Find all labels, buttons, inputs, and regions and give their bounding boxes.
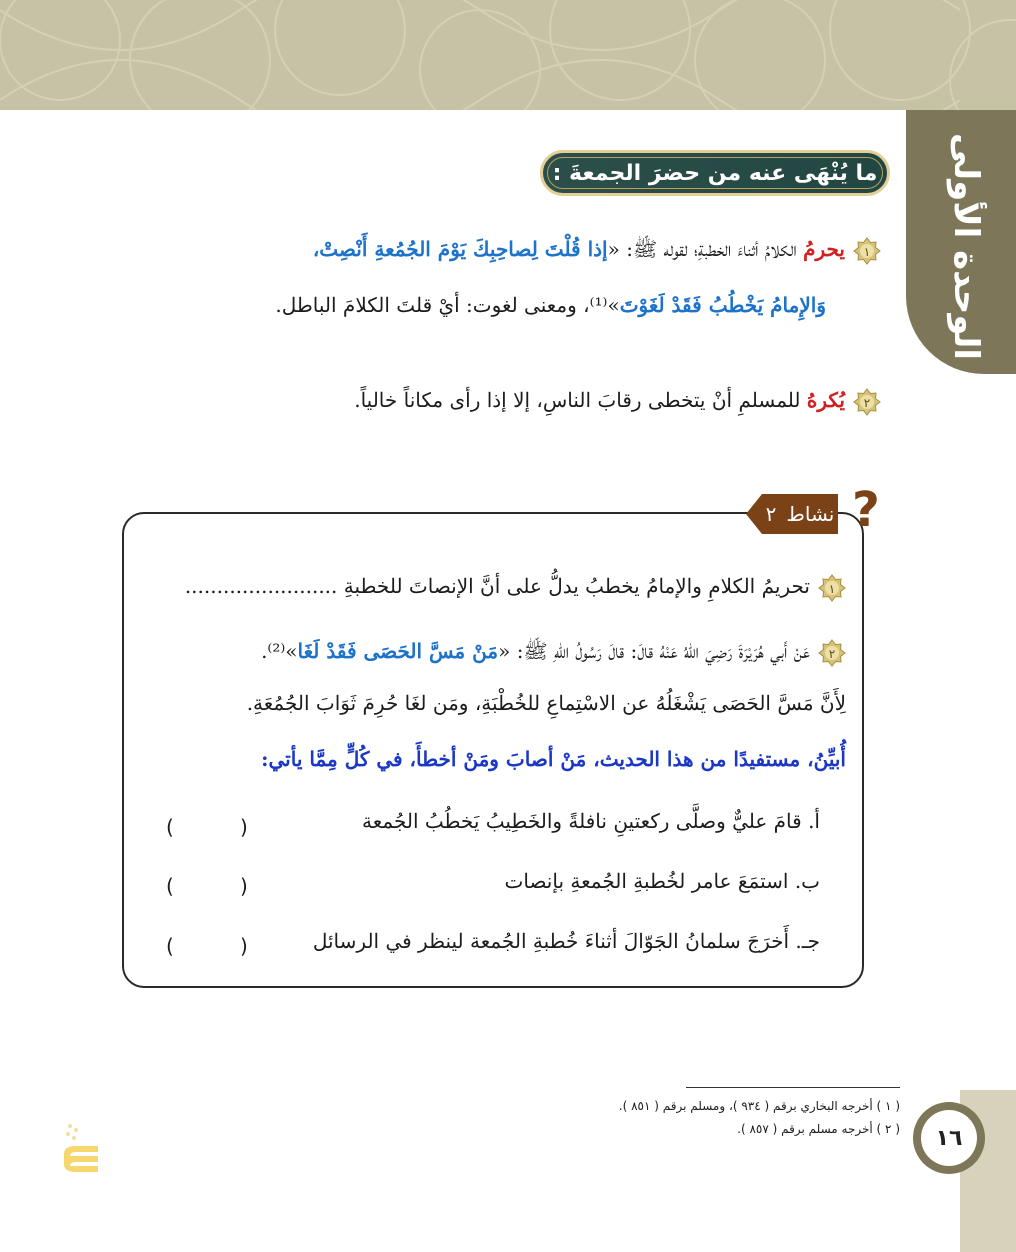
activity-item-2 bbox=[261, 638, 846, 667]
tag-arrow bbox=[746, 494, 762, 534]
activity-item-2-text: عَنْ أَبي هُرَيْرَةَ رَضِيَ اللهُ عَنْهُ قالَ: قالَ رَسُولُ اللهِ ﷺ: « bbox=[498, 639, 810, 663]
option-c-text: أَخرَجَ سلمانُ الجَوّالَ أثناءَ خُطبةِ الجُمعة لينظر في الرسائل bbox=[312, 929, 790, 953]
option-c-answer-close[interactable]: ) bbox=[166, 934, 174, 958]
activity-item-1-text: تحريمُ الكلامِ والإمامُ يخطبُ يدلُّ على أنَّ الإنصاتَ للخطبةِ ........................ bbox=[184, 574, 810, 598]
footnote-2: ( ٢ ) أخرجه مسلم برقم ( ٨٥٧ ). bbox=[737, 1122, 900, 1136]
activity-explanation: لِأَنَّ مَسَّ الحَصَى يَشْغَلُهُ عن الاسْتِماعِ للخُطْبَةِ، ومَن لغَا حُرِمَ ثَوَابَ الجُمُعَةِ. bbox=[246, 691, 846, 715]
rule-1-line-1 bbox=[313, 236, 881, 265]
rule-1-line-2 bbox=[275, 292, 826, 318]
header-pattern-band bbox=[0, 0, 1016, 110]
activity-tag bbox=[762, 494, 838, 534]
section-title: ما يُنْهَى عنه من حضرَ الجمعةَ : bbox=[552, 160, 878, 186]
activity-instruction: أُبيِّنُ، مستفيدًا من هذا الحديث، مَنْ أصابَ ومَنْ أخطأَ، في كُلٍّ مِمَّا يأتي: bbox=[261, 747, 846, 771]
geometric-pattern bbox=[0, 0, 1016, 110]
star-number-badge-icon bbox=[853, 237, 881, 265]
option-b-answer-open: ( bbox=[240, 874, 248, 898]
question-mark-icon: ? bbox=[852, 482, 880, 538]
option-b-answer-close[interactable]: ) bbox=[166, 874, 174, 898]
option-c bbox=[313, 928, 820, 954]
option-a-answer-close[interactable]: ) bbox=[166, 815, 174, 839]
svg-text:٢: ٢ bbox=[863, 395, 871, 410]
rule-1-keyword: يحرمُ bbox=[803, 237, 845, 261]
rule-1-text: الكلامُ أثناءَ الخطبةِ؛ لقوله ﷺ: « bbox=[607, 237, 804, 261]
option-a-text: قامَ عليٌّ وصلَّى ركعتينِ نافلةً والخَطِيبُ يَخطُبُ الجُمعة bbox=[362, 809, 802, 833]
svg-text:١: ١ bbox=[828, 581, 836, 596]
page-number: ١٦ bbox=[921, 1110, 977, 1166]
option-b bbox=[505, 868, 820, 894]
star-number-badge-icon bbox=[818, 639, 846, 667]
footnote-divider bbox=[686, 1087, 900, 1088]
rule-2-text: للمسلمِ أنْ يتخطى رقابَ الناسِ، إلا إذا رأى مكاناً خالياً. bbox=[354, 388, 807, 412]
activity-item-2-end: »⁽²⁾. bbox=[261, 639, 298, 663]
page-number-badge bbox=[913, 1102, 985, 1174]
star-number-badge-icon bbox=[818, 574, 846, 602]
option-a bbox=[362, 808, 820, 834]
footnote-1: ( ١ ) أخرجه البخاري برقم ( ٩٣٤ )، ومسلم برقم ( ٨٥١ ). bbox=[618, 1099, 900, 1113]
unit-title: الوحدة الأولى bbox=[946, 132, 986, 360]
activity-label-tag bbox=[748, 494, 858, 534]
rule-2-keyword: يُكرهُ bbox=[806, 388, 845, 412]
rule-1-quote-part-2: وَالإِمامُ يَخْطُبُ فَقَدْ لَغَوْتَ bbox=[619, 293, 826, 317]
svg-text:١: ١ bbox=[863, 244, 871, 259]
star-number-badge-icon bbox=[853, 388, 881, 416]
option-a-answer-open: ( bbox=[240, 815, 248, 839]
activity-hadith-quote: مَنْ مَسَّ الحَصَى فَقَدْ لَغَا bbox=[297, 639, 499, 663]
activity-item-1 bbox=[185, 573, 846, 602]
publisher-logo-icon bbox=[58, 1120, 106, 1184]
option-b-text: استمَعَ عامر لخُطبةِ الجُمعةِ بإنصات bbox=[504, 869, 789, 893]
activity-label: نشاط bbox=[786, 502, 835, 526]
svg-text:٢: ٢ bbox=[828, 646, 836, 661]
rule-2-line bbox=[354, 387, 881, 416]
rule-1-quote-part-1: إذا قُلْتَ لِصاحِبِكَ يَوْمَ الجُمُعةِ أَنْصِتْ، bbox=[312, 237, 608, 261]
activity-number: ٢ bbox=[765, 502, 777, 526]
section-title-banner bbox=[540, 150, 890, 196]
rule-1-meaning: »⁽¹⁾، ومعنى لغوت: أيْ قلتَ الكلامَ الباطل. bbox=[275, 293, 620, 317]
option-b-letter: ب. bbox=[794, 869, 820, 893]
option-a-letter: أ. bbox=[808, 809, 820, 833]
option-c-answer-open: ( bbox=[240, 934, 248, 958]
option-c-letter: جـ. bbox=[795, 929, 820, 953]
